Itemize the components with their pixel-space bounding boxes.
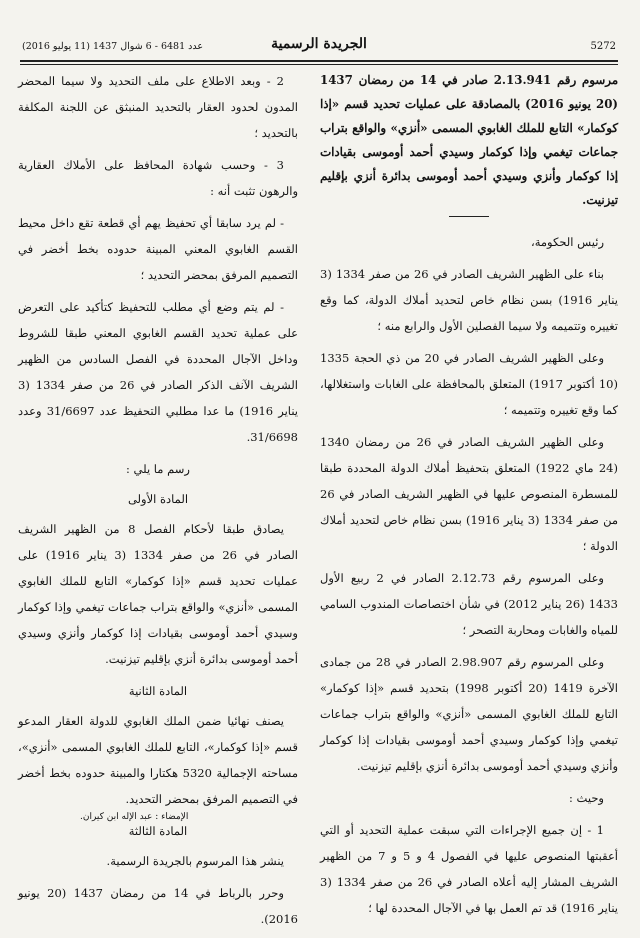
certificate-item: - لم يرد سابقا أي تحفيظ يهم أي قطعة تقع داخل محيط القسم الغابوي المعني المبينة حدوده بخط أخضر في التصميم المرفق بمحضر التحديد ؛ bbox=[18, 216, 298, 282]
head-of-government: رئيس الحكومة، bbox=[531, 235, 604, 249]
page-number: 5272 bbox=[590, 41, 616, 52]
decrees-heading: رسم ما يلي : bbox=[126, 462, 190, 476]
whereas-paragraph: 3 - وحسب شهادة المحافظ على الأملاك العقارية والرهون تثبت أنه : bbox=[18, 158, 298, 198]
article-3-title: المادة الثالثة bbox=[128, 824, 188, 838]
article-2-title: المادة الثانية bbox=[128, 684, 188, 698]
header-rule bbox=[20, 60, 618, 65]
preamble-paragraph: وعلى المرسوم رقم 2.12.73 الصادر في 2 ربيع الأول 1433 (26 يناير 2012) في شأن اختصاصات المندوب السامي للمياه والغابات ومحاربة التصحر ؛ bbox=[320, 571, 618, 637]
preamble-paragraph: وعلى الظهير الشريف الصادر في 26 من رمضان 1340 (24 ماي 1922) المتعلق بتحفيظ أملاك الدولة المحددة طبقا للمسطرة المنصوص عليها في الظهير الشريف الصادر في 26 من صفر 1334 (3 يناير 1916) بسن نظام خاص لتحديد أملاك الدولة ؛ bbox=[320, 435, 618, 553]
title-divider bbox=[449, 216, 489, 217]
page-header bbox=[22, 36, 616, 54]
done-at: وحرر بالرباط في 14 من رمضان 1437 (20 يونيو 2016). bbox=[18, 886, 298, 926]
article-3-text: ينشر هذا المرسوم بالجريدة الرسمية. bbox=[106, 854, 284, 868]
article-1-text: يصادق طبقا لأحكام الفصل 8 من الظهير الشريف الصادر في 26 من صفر 1334 (3 يناير 1916) على عمليات تحديد قسم «إذا كوكمار» التابع للملك الغابوي المسمى «أنزي» والواقع بتراب جماعات تيغمي وإذا كوكمار وسيدي أحمد أوموسى بقيادات إذا كوكمار وأنزي وسيدي أحمد أوموسى بدائرة أنزي بإقليم تيزنيت. bbox=[18, 522, 298, 666]
decree-title: مرسوم رقم 2.13.941 صادر في 14 من رمضان 1437 (20 يونيو 2016) بالمصادقة على عمليات تحديد قسم «إذا كوكمار» التابع للملك الغابوي المسمى «أنزي» والواقع بتراب جماعات تيغمي وإذا كوكمار وسيدي أحمد أوموسى بقيادات إذا كوكمار وأنزي وسيدي أحمد أوموسى بدائرة أنزي بإقليم تيزنيت. bbox=[320, 73, 619, 207]
preamble-paragraph: وعلى الظهير الشريف الصادر في 20 من ذي الحجة 1335 (10 أكتوبر 1917) المتعلق بالمحافظة على الغابات واستغلالها، كما وقع تغييره وتتميمه ؛ bbox=[320, 351, 618, 417]
gazette-title: الجريدة الرسمية bbox=[271, 36, 367, 52]
preamble-paragraph: وعلى المرسوم رقم 2.98.907 الصادر في 28 من جمادى الآخرة 1419 (20 أكتوبر 1998) بتحديد قسم «إذا كوكمار» التابع للملك الغابوي المسمى «أنزي» والواقع بتراب جماعات تيغمي وإذا كوكمار وسيدي أحمد أوموسى بقيادات إذا كوكمار وأنزي وسيدي أحمد أوموسى بدائرة أنزي بإقليم تيزنيت. bbox=[320, 655, 618, 773]
article-2-text: يصنف نهائيا ضمن الملك الغابوي للدولة العقار المدعو قسم «إذا كوكمار»، التابع للملك الغابوي المسمى «أنزي»، مساحته الإجمالية 5320 هكتارا والمبينة حدوده بخط أخضر في التصميم المرفق بمحضر التحديد. bbox=[18, 714, 298, 806]
left-column bbox=[18, 68, 298, 938]
right-column bbox=[320, 68, 618, 927]
issue-info: عدد 6481 - 6 شوال 1437 (11 يوليو 2016) bbox=[22, 41, 204, 52]
signature: الإمضاء : عبد الإله ابن كيران. bbox=[80, 812, 189, 822]
whereas-heading: وحيث : bbox=[569, 791, 604, 805]
certificate-item: - لم يتم وضع أي مطلب للتحفيظ كتأكيد على التعرض على عملية تحديد القسم الغابوي المعني طبقا للشروط وداخل الآجال المحددة في الفصل السادس من الظهير الشريف الآنف الذكر الصادر في 26 من صفر 1334 (3 يناير 1916) ما عدا مطلبي التحفيظ عدد 31/6697 وعدد 31/6698. bbox=[18, 300, 298, 444]
article-1-title: المادة الأولى bbox=[127, 492, 189, 506]
preamble-paragraph: بناء على الظهير الشريف الصادر في 26 من صفر 1334 (3 يناير 1916) بسن نظام خاص لتحديد أملاك الدولة، كما وقع تغييره وتتميمه ولا سيما الفصلين الأول والرابع منه ؛ bbox=[320, 267, 618, 333]
whereas-paragraph: 2 - وبعد الاطلاع على ملف التحديد ولا سيما المحضر المدون لحدود العقار بالتحديد المنبثق عن اللجنة المكلفة بالتحديد ؛ bbox=[18, 74, 298, 140]
whereas-paragraph: 1 - إن جميع الإجراءات التي سبقت عملية التحديد أو التي أعقبتها المنصوص عليها في الفصول 4 و 5 و 7 من الظهير الشريف المشار إليه أعلاه الصادر في 26 من صفر 1334 (3 يناير 1916) قد تم العمل بها في الآجال المحددة لها ؛ bbox=[320, 823, 618, 915]
